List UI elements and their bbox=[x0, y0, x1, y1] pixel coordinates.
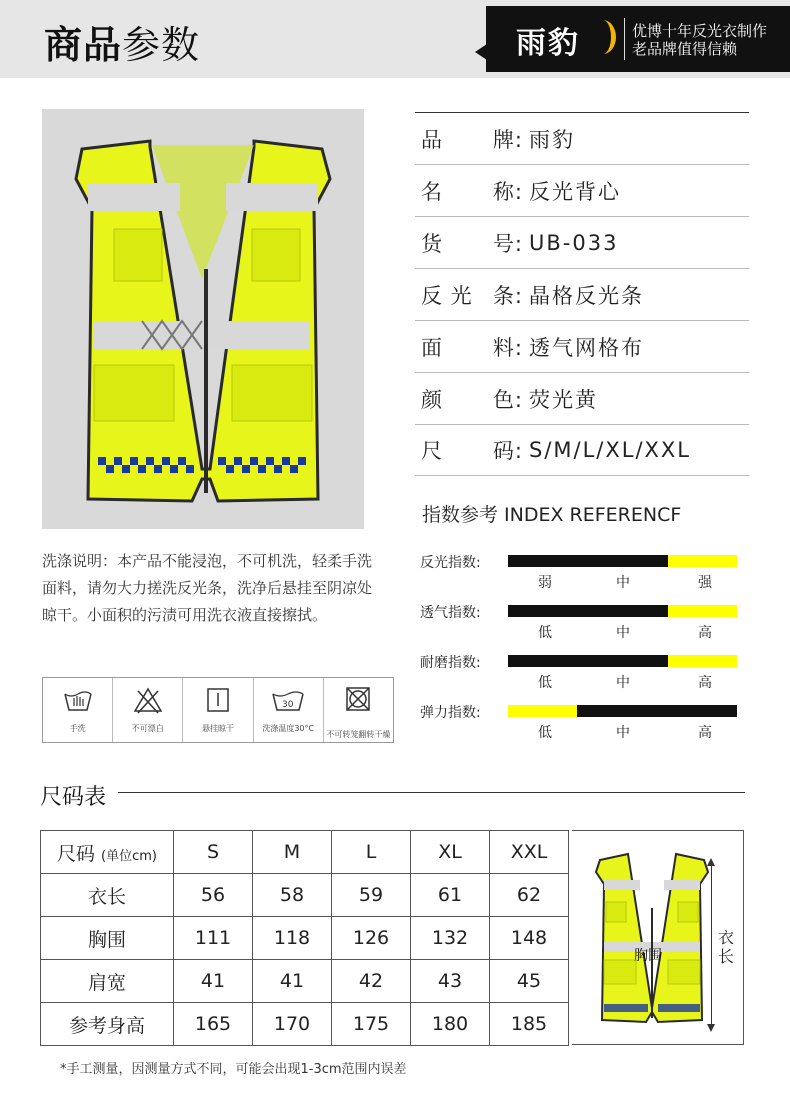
size-table bbox=[40, 830, 569, 1046]
table-cell: 175 bbox=[332, 1003, 411, 1046]
table-cell: XXL bbox=[490, 831, 569, 874]
table-cell: 111 bbox=[174, 917, 253, 960]
table-cell: 62 bbox=[490, 874, 569, 917]
index-bar-segment bbox=[508, 655, 668, 667]
page-title: 商品参数 bbox=[44, 23, 201, 67]
param-row: 颜 色: 荧光黄 bbox=[415, 372, 749, 424]
index-bar-segment bbox=[668, 555, 737, 567]
table-row bbox=[41, 1003, 569, 1046]
index-bar bbox=[508, 605, 737, 617]
brand-slogan: 优博十年反光衣制作 老品牌值得信赖 bbox=[632, 22, 768, 58]
param-row: 名 称: 反光背心 bbox=[415, 164, 749, 216]
vest-illustration bbox=[42, 109, 364, 529]
table-cell: 56 bbox=[174, 874, 253, 917]
brand-swoosh-icon bbox=[590, 20, 616, 54]
table-row bbox=[41, 960, 569, 1003]
svg-text:30: 30 bbox=[282, 700, 294, 710]
index-bar-segment bbox=[668, 605, 737, 617]
hang-dry-icon: 悬挂晾干 bbox=[183, 678, 253, 742]
size-chart-title: 尺码表 bbox=[40, 785, 107, 810]
table-cell: 148 bbox=[490, 917, 569, 960]
param-row: 品 牌: 雨豹 bbox=[415, 112, 749, 164]
index-row: 耐磨指数: 低 中 高 bbox=[420, 652, 750, 700]
table-cell: 132 bbox=[411, 917, 490, 960]
index-title: 指数参考 INDEX REFERENCF bbox=[422, 504, 682, 526]
index-bar-segment bbox=[668, 655, 737, 667]
index-label: 弹力指数: bbox=[420, 705, 481, 721]
table-cell: 胸围 bbox=[41, 917, 174, 960]
param-value: S/M/L/XL/XXL bbox=[529, 438, 692, 462]
product-photo bbox=[42, 109, 364, 529]
table-cell: 170 bbox=[253, 1003, 332, 1046]
index-bar-segment bbox=[508, 705, 577, 717]
table-cell: S bbox=[174, 831, 253, 874]
chest-label: 胸围 bbox=[634, 948, 662, 964]
size-header-label: 尺码 (单位cm) bbox=[41, 831, 174, 874]
param-value: UB-033 bbox=[529, 230, 619, 255]
param-row: 货 号: UB-033 bbox=[415, 216, 749, 268]
param-row: 反 光 条: 晶格反光条 bbox=[415, 268, 749, 320]
table-cell: 185 bbox=[490, 1003, 569, 1046]
table-row bbox=[41, 874, 569, 917]
table-cell: 59 bbox=[332, 874, 411, 917]
index-bar bbox=[508, 655, 737, 667]
param-value: 反光背心 bbox=[529, 179, 621, 204]
param-value: 晶格反光条 bbox=[529, 283, 644, 308]
footnote: *手工测量，因测量方式不同，可能会出现1-3cm范围内误差 bbox=[60, 1062, 407, 1077]
param-value: 透气网格布 bbox=[529, 335, 644, 360]
param-value: 雨豹 bbox=[529, 127, 575, 152]
index-bar bbox=[508, 555, 737, 567]
table-cell: 118 bbox=[253, 917, 332, 960]
table-cell: 58 bbox=[253, 874, 332, 917]
size-diagram-vest bbox=[592, 848, 712, 1032]
index-label: 耐磨指数: bbox=[420, 655, 481, 671]
care-icons bbox=[42, 677, 394, 743]
table-cell: 衣长 bbox=[41, 874, 174, 917]
index-bar-segment bbox=[577, 705, 737, 717]
table-cell: 165 bbox=[174, 1003, 253, 1046]
table-cell: XL bbox=[411, 831, 490, 874]
length-arrow bbox=[711, 860, 712, 1030]
table-cell: 41 bbox=[253, 960, 332, 1003]
param-row: 尺 码: S/M/L/XL/XXL bbox=[415, 424, 749, 476]
table-cell: 180 bbox=[411, 1003, 490, 1046]
table-cell: 61 bbox=[411, 874, 490, 917]
brand-logo: 雨豹 bbox=[516, 26, 580, 61]
index-label: 透气指数: bbox=[420, 605, 481, 621]
size-divider bbox=[118, 792, 745, 793]
param-value: 荧光黄 bbox=[529, 387, 598, 412]
table-cell: M bbox=[253, 831, 332, 874]
hand-wash-icon: 手洗 bbox=[43, 678, 113, 742]
care-instructions: 洗涤说明：本产品不能浸泡，不可机洗，轻柔手洗面料，请勿大力搓洗反光条，洗净后悬挂至阴凉处晾干。小面积的污渍可用洗衣液直接擦拭。 bbox=[42, 552, 373, 624]
index-bar-segment bbox=[508, 555, 668, 567]
no-bleach-icon: 不可漂白 bbox=[113, 678, 183, 742]
brand-divider bbox=[624, 18, 625, 60]
length-label: 衣长 bbox=[718, 928, 735, 966]
table-cell: L bbox=[332, 831, 411, 874]
index-row: 反光指数: 弱 中 强 bbox=[420, 552, 750, 600]
table-cell: 肩宽 bbox=[41, 960, 174, 1003]
table-cell: 45 bbox=[490, 960, 569, 1003]
wash-temp-30-icon: 30 洗涤温度30°C bbox=[254, 678, 324, 742]
table-cell: 参考身高 bbox=[41, 1003, 174, 1046]
param-row: 面 料: 透气网格布 bbox=[415, 320, 749, 372]
params-table bbox=[415, 112, 749, 476]
index-bar-segment bbox=[508, 605, 668, 617]
table-row bbox=[41, 831, 569, 874]
index-bar bbox=[508, 705, 737, 717]
table-cell: 126 bbox=[332, 917, 411, 960]
table-cell: 43 bbox=[411, 960, 490, 1003]
table-cell: 41 bbox=[174, 960, 253, 1003]
no-tumble-dry-icon: 不可转笼翻转干燥 bbox=[324, 678, 393, 742]
index-row: 弹力指数: 低 中 高 bbox=[420, 702, 750, 750]
index-label: 反光指数: bbox=[420, 555, 481, 571]
index-row: 透气指数: 低 中 高 bbox=[420, 602, 750, 650]
table-cell: 42 bbox=[332, 960, 411, 1003]
table-row bbox=[41, 917, 569, 960]
